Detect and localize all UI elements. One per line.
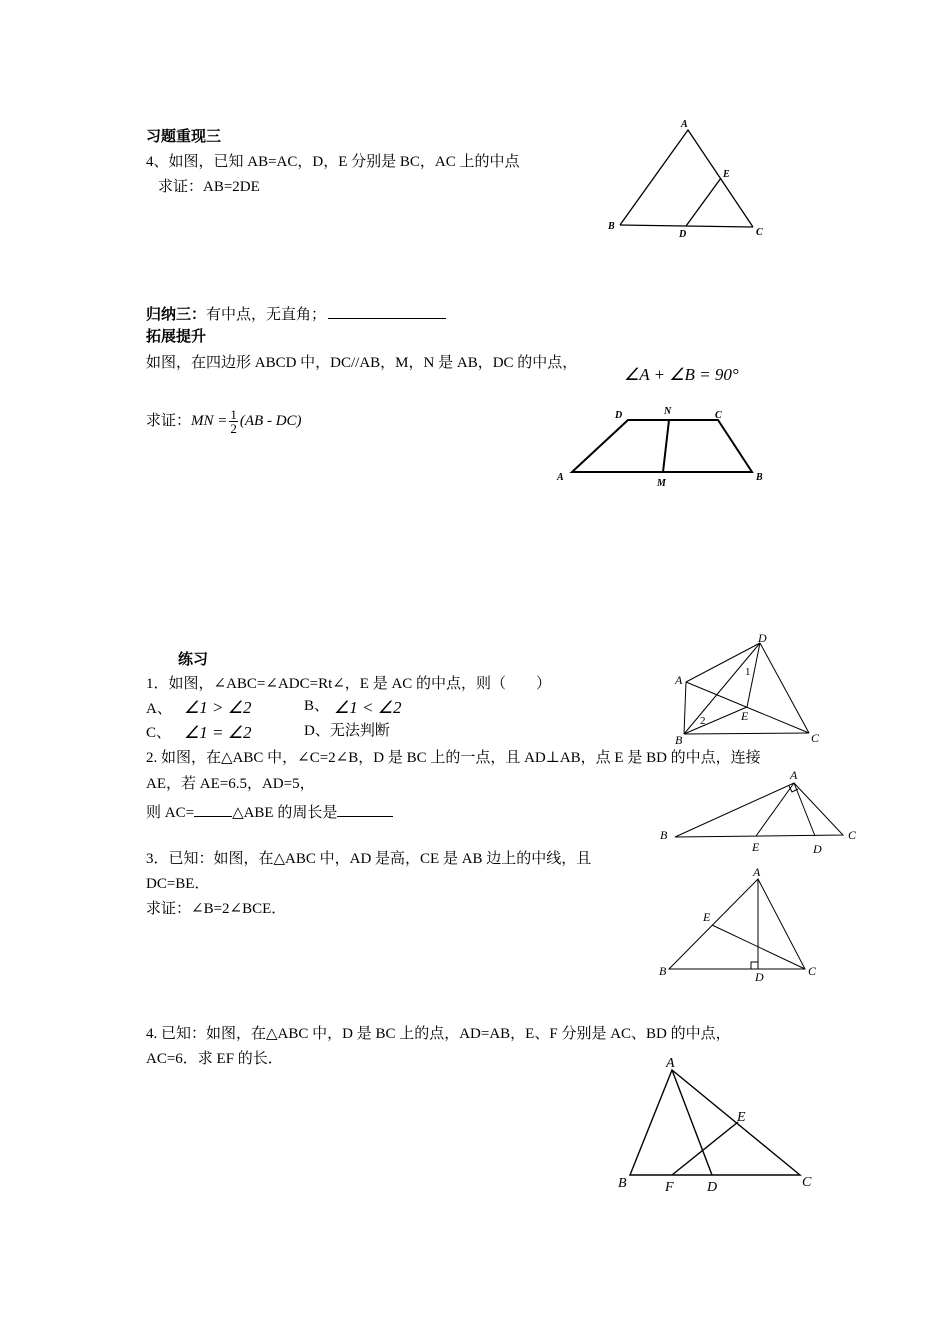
label-e: E <box>703 910 711 924</box>
label-d: D <box>707 1180 718 1195</box>
q2-ac-blank <box>194 801 232 817</box>
fraction-numerator: 1 <box>230 407 237 423</box>
practice-q2-line1: 2. 如图，在△ABC 中，∠C=2∠B，D 是 BC 上的一点，且 AD⊥AB，点 E 是 BD 的中点，连接 <box>146 750 761 766</box>
practice-heading: 练习 <box>178 652 209 668</box>
label-c: C <box>811 731 820 745</box>
q2-ac-label: 则 AC= <box>146 805 195 821</box>
label-c: C <box>802 1175 812 1190</box>
practice-q1-option-a-label: A、 <box>146 701 172 717</box>
label-f: F <box>665 1180 674 1195</box>
label-e: E <box>741 709 749 723</box>
label-e: E <box>752 840 760 854</box>
label-c: C <box>715 410 722 421</box>
practice-q1-option-c: ∠1 = ∠2 <box>184 723 252 742</box>
label-b: B <box>756 472 763 483</box>
summary-text: 有中点，无直角； <box>206 307 327 323</box>
label-b: B <box>660 828 668 842</box>
label-e: E <box>723 169 730 180</box>
q2-perimeter-label: △ABE 的周长是 <box>232 805 338 821</box>
practice-q1-option-c-label: C、 <box>146 725 172 741</box>
label-a: A <box>681 119 688 130</box>
prove-label: 求证： <box>146 413 192 429</box>
label-m: M <box>657 478 666 489</box>
practice-q3-line2: DC=BE． <box>146 876 210 892</box>
label-d: D <box>679 229 687 240</box>
practice-q3-line3: 求证：∠B=2∠BCE． <box>146 901 287 917</box>
q2-perimeter-blank <box>337 801 393 817</box>
figure-q4 <box>610 1050 820 1200</box>
fraction-half <box>229 408 238 435</box>
prove-rhs: (AB - DC) <box>239 413 302 429</box>
extension-text: 如图，在四边形 ABCD 中，DC//AB，M，N 是 AB，DC 的中点， <box>146 355 578 371</box>
label-a: A <box>666 1056 675 1071</box>
figure-q2 <box>655 765 865 865</box>
label-n: N <box>664 406 672 417</box>
label-b: B <box>675 733 683 747</box>
label-a: A <box>753 865 761 879</box>
fraction-denominator: 2 <box>230 421 237 437</box>
practice-q3-line1: 3．已知：如图，在△ABC 中，AD 是高，CE 是 AB 边上的中线，且 <box>146 851 592 867</box>
figure-triangle-abc-de <box>600 115 780 245</box>
label-e: E <box>737 1110 746 1125</box>
label-c: C <box>808 964 817 978</box>
figure-q3 <box>655 865 825 985</box>
label-c: C <box>756 227 763 238</box>
summary-line <box>146 303 446 324</box>
extension-heading: 拓展提升 <box>146 329 207 345</box>
figure-q1 <box>670 630 830 750</box>
label-a: A <box>675 673 683 687</box>
practice-q2-line2: AE，若 AE=6.5，AD=5， <box>146 776 315 792</box>
label-d: D <box>758 631 767 645</box>
label-d: D <box>755 970 764 984</box>
summary-blank <box>328 303 446 319</box>
practice-q1-text: 1．如图，∠ABC=∠ADC=Rt∠，E 是 AC 的中点，则（ ） <box>146 676 552 692</box>
section-heading-review: 习题重现三 <box>146 129 222 145</box>
label-angle-1: 1 <box>745 666 751 678</box>
label-angle-2: 2 <box>700 715 706 727</box>
practice-q2-line3 <box>146 801 393 822</box>
practice-q1-option-a: ∠1 > ∠2 <box>184 698 252 717</box>
extension-prove <box>146 406 302 436</box>
prove-lhs: MN = <box>191 413 228 429</box>
extension-condition: ∠A + ∠B = 90° <box>624 365 739 384</box>
label-b: B <box>659 964 667 978</box>
practice-q4-line1: 4. 已知：如图，在△ABC 中，D 是 BC 上的点，AD=AB，E、F 分别是 AC、BD 的中点， <box>146 1026 731 1042</box>
summary-label: 归纳三： <box>146 307 207 323</box>
practice-q1-option-b-label: B、 <box>304 698 330 714</box>
question-4-text: 4、如图，已知 AB=AC，D，E 分别是 BC，AC 上的中点 <box>146 154 520 170</box>
practice-q1-option-d: D、无法判断 <box>304 723 390 739</box>
label-b: B <box>608 221 615 232</box>
label-c: C <box>848 828 857 842</box>
label-a: A <box>790 768 798 782</box>
practice-q4-line2: AC=6．求 EF 的长． <box>146 1051 283 1067</box>
label-d: D <box>813 842 822 856</box>
label-b: B <box>618 1176 627 1191</box>
label-d: D <box>615 410 623 421</box>
figure-trapezoid-abcd <box>550 400 780 495</box>
practice-q1-option-b: ∠1 < ∠2 <box>334 698 402 717</box>
question-4-prove: 求证：AB=2DE <box>158 179 260 195</box>
label-a: A <box>557 472 564 483</box>
